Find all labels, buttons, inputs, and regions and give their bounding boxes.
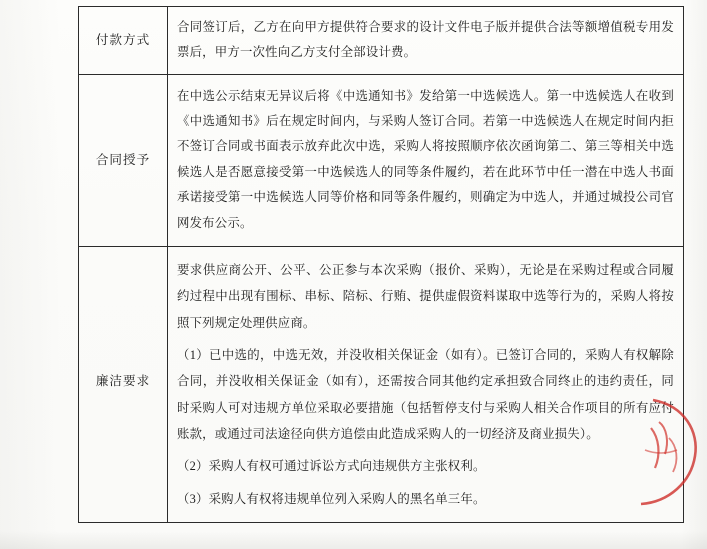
paragraph: （1）已中选的，中选无效，并没收相关保证金（如有）。已签订合同的，采购人有权解除合同，并没收相关保证金（如有），还需按合同其他约定承担致合同终止的违约责任，同时采购人可对违规方单位采取必要措施（包括暂停支付与采购人相关合作项目的所有应付账款，或通过司法途径向供方追偿由此造成采购人的一切经济及商业损失）。 — [177, 348, 674, 441]
row-label-payment: 付款方式 — [79, 7, 168, 75]
page-left-shading — [0, 0, 60, 549]
page-right-shading — [681, 0, 707, 549]
paragraph: （3）采购人有权将违规单位列入采购人的黑名单三年。 — [177, 491, 486, 506]
contract-terms-table — [78, 6, 684, 523]
page-bottom-shading — [0, 531, 707, 549]
table-row — [79, 74, 684, 247]
row-content-award — [168, 74, 684, 247]
paragraph: 在中选公示结束无异议后将《中选通知书》发给第一中选候选人。第一中选候选人在收到《中选通知书》后在规定时间内，与采购人签订合同。若第一中选候选人在规定时间内拒不签订合同或书面表示放弃此次中选，采购人将按照顺序依次函询第二、第三等相关中选候选人是否愿意接受第一中选候选人的同等条件履约，若在此环节中任一潜在中选人书面承诺接受第一中选候选人同等价格和同等条件履约，则确定为中选人，并通过城投公司官网发布公示。 — [177, 88, 674, 230]
row-label-integrity: 廉洁要求 — [79, 247, 168, 523]
paragraph: 合同签订后，乙方在向甲方提供符合要求的设计文件电子版并提供合法等额增值税专用发票后，甲方一次性向乙方支付全部设计费。 — [177, 20, 674, 59]
paragraph: （2）采购人有权可通过诉讼方式向违规供方主张权利。 — [177, 459, 486, 474]
table-row — [79, 7, 684, 75]
row-content-integrity — [168, 247, 684, 523]
row-label-award: 合同授予 — [79, 74, 168, 247]
row-content-payment — [168, 7, 684, 75]
paragraph: 要求供应商公开、公平、公正参与本次采购（报价、采购），无论是在采购过程或合同履约过程中出现有围标、串标、陪标、行贿、提供虚假资料谋取中选等行为的，采购人将按照下列规定处理供应商。 — [177, 263, 674, 330]
table-row — [79, 247, 684, 523]
